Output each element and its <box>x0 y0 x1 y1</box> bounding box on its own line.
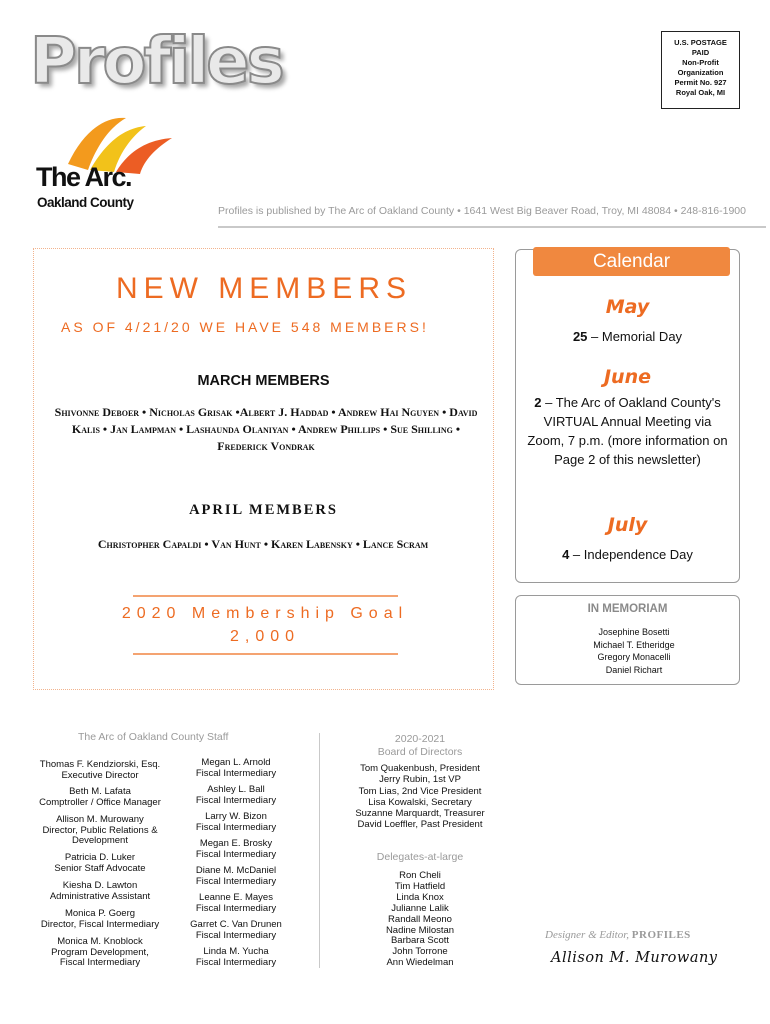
designer-publication: PROFILES <box>631 929 691 941</box>
board-member: Jerry Rubin, 1st VP <box>379 774 461 786</box>
board-members-list <box>340 763 500 831</box>
staff-name: Patricia D. Luker <box>64 852 136 863</box>
memoriam-name: Daniel Richart <box>605 664 663 675</box>
delegate: Linda Knox <box>396 891 444 903</box>
postage-line: Organization <box>677 68 724 77</box>
membership-goal-label: 2020 Membership Goal <box>121 605 409 622</box>
goal-divider-bottom <box>133 653 398 655</box>
editor-signature: Allison M. Murowany <box>551 950 718 966</box>
april-members-list: Christopher Capaldi • Van Hunt • Karen Labensky • Lance Scram <box>97 537 429 551</box>
staff-name: Monica M. Knoblock <box>57 936 143 947</box>
staff-role: Fiscal Intermediary <box>195 821 277 833</box>
new-members-panel <box>33 248 494 690</box>
delegate: Barbara Scott <box>390 935 450 947</box>
memoriam-name: Michael T. Etheridge <box>593 639 675 650</box>
delegates-heading: Delegates-at-large <box>376 851 464 863</box>
staff-member <box>30 815 170 847</box>
newsletter-title: Profiles <box>30 25 282 99</box>
staff-role: Senior Staff Advocate <box>54 862 146 874</box>
org-logo-name: The Arc. <box>36 162 132 192</box>
staff-name: Beth M. Lafata <box>69 786 131 797</box>
postage-line: Royal Oak, MI <box>675 88 726 97</box>
postage-line: U.S. POSTAGE <box>674 38 727 47</box>
staff-member <box>30 760 170 781</box>
staff-member <box>30 881 170 902</box>
staff-name: Larry W. Bizon <box>205 811 267 822</box>
staff-role: Director, Public Relations & Development <box>42 824 158 846</box>
staff-name: Megan E. Brosky <box>199 838 273 849</box>
board-term: 2020-2021 <box>394 733 446 745</box>
staff-name: Garret C. Van Drunen <box>190 919 282 930</box>
delegate: Tim Hatfield <box>394 880 446 892</box>
delegate: Randall Meono <box>388 913 452 925</box>
delegate: Ann Wiedelman <box>386 957 454 969</box>
board-title: Board of Directors <box>377 746 463 758</box>
staff-role: Fiscal Intermediary <box>195 767 277 779</box>
staff-role: Fiscal Intermediary <box>195 956 277 968</box>
staff-member <box>30 787 170 808</box>
membership-goal-value: 2,000 <box>229 628 301 645</box>
postage-indicia <box>661 31 740 109</box>
staff-name: Leanne E. Mayes <box>199 892 273 903</box>
staff-member <box>30 909 170 930</box>
postage-line: Non-Profit <box>682 58 719 67</box>
board-member: Tom Quakenbush, President <box>360 763 480 774</box>
memoriam-list <box>515 626 753 676</box>
staff-name: Monica P. Goerg <box>64 908 136 919</box>
designer-credit <box>545 929 691 941</box>
event-text: – Independence Day <box>569 547 693 562</box>
event-day: 2 <box>534 395 542 410</box>
month-june: June <box>603 366 651 388</box>
month-may: May <box>605 296 650 318</box>
header-divider <box>218 226 766 228</box>
delegate: Julianne Lalik <box>391 902 449 914</box>
staff-heading: The Arc of Oakland County Staff <box>78 731 229 743</box>
staff-role: Fiscal Intermediary <box>195 902 277 914</box>
delegate: John Torrone <box>392 946 448 958</box>
board-heading <box>340 733 500 759</box>
march-members-list: Shivonne Deboer • Nicholas Grisak •Albert J. Haddad • Andrew Hai Nguyen • David Kalis • Jan Lampman • Lashaunda Olaniyan • Andrew Phillips • Sue Shilling • Frederick Vondrak <box>54 405 478 453</box>
april-members-heading: APRIL MEMBERS <box>189 502 338 518</box>
staff-member <box>180 839 292 860</box>
memoriam-name: Josephine Bosetti <box>598 627 670 637</box>
delegates-list <box>340 871 500 969</box>
staff-member <box>180 866 292 887</box>
org-logo-subtitle: Oakland County <box>37 195 134 210</box>
staff-member <box>180 893 292 914</box>
calendar-event <box>525 393 730 469</box>
staff-member <box>180 947 292 968</box>
staff-role: Administrative Assistant <box>49 890 151 902</box>
staff-member <box>30 853 170 874</box>
event-text: – The Arc of Oakland County's VIRTUAL Annual Meeting via Zoom, 7 p.m. (more information on Page 2 of this newsletter) <box>527 395 728 467</box>
delegate: Ron Cheli <box>399 870 441 881</box>
staff-role: Fiscal Intermediary <box>195 794 277 806</box>
staff-name: Kiesha D. Lawton <box>62 880 138 891</box>
staff-member <box>180 758 292 779</box>
staff-role: Program Development, Fiscal Intermediary <box>51 946 149 968</box>
staff-member <box>180 812 292 833</box>
board-member: David Loeffler, Past President <box>357 819 483 831</box>
publication-info: Profiles is published by The Arc of Oakland County • 1641 West Big Beaver Road, Troy, MI 48084 • 248-816-1900 <box>218 205 746 217</box>
staff-role: Fiscal Intermediary <box>195 929 277 941</box>
staff-name: Diane M. McDaniel <box>195 865 277 876</box>
staff-role: Executive Director <box>61 769 139 781</box>
column-divider <box>319 733 320 968</box>
postage-line: Permit No. 927 <box>674 78 727 87</box>
new-members-title: NEW MEMBERS <box>115 272 412 305</box>
staff-role: Comptroller / Office Manager <box>39 796 161 808</box>
event-day: 25 <box>572 329 588 344</box>
event-day: 4 <box>562 547 570 562</box>
new-members-subtitle: AS OF 4/21/20 WE HAVE 548 MEMBERS! <box>61 319 429 335</box>
staff-name: Linda M. Yucha <box>203 946 269 957</box>
board-member: Tom Lias, 2nd Vice President <box>358 785 482 797</box>
staff-member <box>180 920 292 941</box>
staff-name: Thomas F. Kendziorski, Esq. <box>39 759 161 770</box>
staff-member <box>30 937 170 969</box>
staff-member <box>180 785 292 806</box>
staff-name: Ashley L. Ball <box>207 784 265 795</box>
goal-divider-top <box>133 595 398 597</box>
march-members-heading: MARCH MEMBERS <box>197 373 330 389</box>
board-member: Suzanne Marquardt, Treasurer <box>355 808 485 820</box>
staff-name: Allison M. Murowany <box>56 814 144 825</box>
staff-role: Fiscal Intermediary <box>195 875 277 887</box>
postage-line: PAID <box>691 48 710 57</box>
memoriam-name: Gregory Monacelli <box>597 652 671 662</box>
board-member: Lisa Kowalski, Secretary <box>368 796 472 808</box>
calendar-event <box>525 545 730 564</box>
calendar-heading: Calendar <box>533 247 730 276</box>
staff-name: Megan L. Arnold <box>201 757 271 768</box>
delegate: Nadine Milostan <box>385 924 455 936</box>
event-text: – Memorial Day <box>587 329 683 344</box>
month-july: July <box>607 514 648 536</box>
staff-role: Fiscal Intermediary <box>195 848 277 860</box>
calendar-event <box>525 327 730 346</box>
staff-role: Director, Fiscal Intermediary <box>40 918 160 930</box>
designer-label: Designer & Editor, <box>545 929 632 941</box>
memoriam-heading: IN MEMORIAM <box>587 603 668 615</box>
